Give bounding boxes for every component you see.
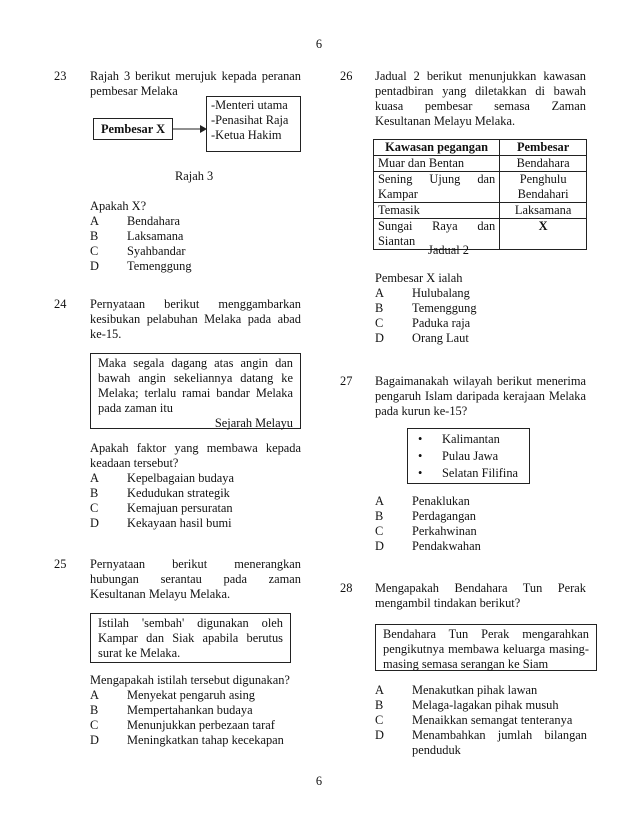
option-letter: D: [90, 516, 99, 530]
table-row: [374, 219, 587, 250]
role-item: -Penasihat Raja: [211, 113, 289, 127]
option-text: Paduka raja: [412, 316, 471, 330]
table-cell: Sungai Raya dan Siantan: [374, 219, 500, 250]
option-letter: A: [90, 471, 99, 485]
option-d[interactable]: [90, 733, 284, 748]
option-d[interactable]: [375, 539, 481, 554]
option-text: Syahbandar: [127, 244, 186, 258]
question-prompt: Apakah faktor yang membawa kepada keadaan tersebut?: [90, 441, 301, 470]
question-number: 26: [340, 69, 353, 83]
question-stem: Bagaimanakah wilayah berikut menerima pengaruh Islam daripada kerajaan Melaka pada kurun ke-15?: [375, 374, 586, 418]
option-text: Melaga-lagakan pihak musuh: [412, 698, 559, 712]
question-stem: Pernyataan berikut menggambarkan kesibukan pelabuhan Melaka pada abad ke-15.: [90, 297, 301, 341]
bullet-icon: •: [418, 432, 423, 446]
question-stem: Rajah 3 berikut merujuk kepada peranan pembesar Melaka: [90, 69, 301, 98]
table-header: Kawasan pegangan: [374, 140, 500, 156]
bullet-box: [407, 428, 530, 484]
jadual-2-table: [373, 139, 587, 250]
question-number: 25: [54, 557, 67, 571]
option-a[interactable]: [90, 471, 234, 486]
option-letter: C: [375, 316, 384, 330]
option-letter: D: [90, 733, 99, 747]
option-text: Perdagangan: [412, 509, 476, 523]
option-d[interactable]: [90, 259, 192, 274]
bullet-item: [412, 431, 525, 448]
option-c[interactable]: [90, 244, 192, 259]
option-letter: C: [375, 713, 384, 727]
option-c[interactable]: [375, 524, 481, 539]
option-d[interactable]: [375, 331, 477, 346]
option-a[interactable]: [375, 683, 590, 698]
option-text: Perkahwinan: [412, 524, 477, 538]
option-c[interactable]: [90, 718, 284, 733]
bullet-item: [412, 448, 525, 465]
option-letter: B: [90, 229, 99, 243]
option-b[interactable]: [375, 509, 481, 524]
option-letter: B: [375, 698, 384, 712]
quote-text: Maka segala dagang atas angin dan bawah angin sekeliannya datang ke Melaka; terlalu ramai bandar Melaka pada zaman itu: [98, 356, 293, 415]
page-number-top: 6: [315, 37, 323, 51]
roles-box: [206, 96, 301, 152]
option-text: Menunjukkan perbezaan taraf: [127, 718, 275, 732]
option-text: Menambahkan jumlah bilangan penduduk: [412, 728, 587, 757]
option-letter: C: [90, 244, 99, 258]
question-stem: Jadual 2 berikut menunjukkan kawasan pentadbiran yang diletakkan di bawah kuasa pembesar semasa Zaman Kesultanan Melayu Melaka.: [375, 69, 586, 128]
option-text: Kemajuan persuratan: [127, 501, 233, 515]
option-text: Menakutkan pihak lawan: [412, 683, 538, 697]
option-text: Bendahara: [127, 214, 180, 228]
option-c[interactable]: [90, 501, 234, 516]
option-text: Kedudukan strategik: [127, 486, 230, 500]
table-cell: X: [500, 219, 587, 250]
bullet-icon: •: [418, 466, 423, 480]
table-header-row: [374, 140, 587, 156]
table-cell: Muar dan Bentan: [374, 156, 500, 172]
question-number: 27: [340, 374, 353, 388]
question-stem: Pernyataan berikut menerangkan hubungan serantau pada zaman Kesultanan Melayu Melaka.: [90, 557, 301, 601]
option-text: Laksamana: [127, 229, 184, 243]
option-letter: B: [375, 301, 384, 315]
role-item: -Menteri utama: [211, 98, 288, 112]
option-letter: A: [375, 494, 384, 508]
table-cell: Temasik: [374, 203, 500, 219]
question-prompt: Mengapakah istilah tersebut digunakan?: [90, 673, 290, 687]
option-d[interactable]: [90, 516, 234, 531]
option-letter: D: [375, 728, 384, 742]
option-a[interactable]: [90, 214, 192, 229]
option-text: Kepelbagaian budaya: [127, 471, 234, 485]
option-text: Pendakwahan: [412, 539, 481, 553]
option-text: Meningkatkan tahap kecekapan: [127, 733, 284, 747]
table-cell: Laksamana: [500, 203, 587, 219]
option-letter: A: [90, 688, 99, 702]
quote-text: Bendahara Tun Perak mengarahkan pengikutnya membawa keluarga masing-masing semasa serangan ke Siam: [383, 627, 589, 671]
question-prompt: Pembesar X ialah: [375, 271, 463, 285]
quote-text: Istilah 'sembah' digunakan oleh Kampar dan Siak apabila berutus surat ke Melaka.: [98, 616, 283, 660]
page-number-bottom: 6: [315, 774, 323, 788]
option-c[interactable]: [375, 316, 477, 331]
options-list: [90, 471, 234, 531]
option-text: Menyekat pengaruh asing: [127, 688, 255, 702]
option-b[interactable]: [375, 698, 590, 713]
table-row: [374, 203, 587, 219]
option-a[interactable]: [375, 494, 481, 509]
bullet-item: [412, 465, 525, 482]
option-letter: B: [90, 486, 99, 500]
options-list: [375, 494, 481, 554]
bullet-icon: •: [418, 449, 423, 463]
option-a[interactable]: [375, 286, 477, 301]
question-prompt: Apakah X?: [90, 199, 147, 213]
table-row: [374, 172, 587, 203]
table-header: Pembesar: [500, 140, 587, 156]
options-list: [90, 688, 284, 748]
pembesar-x-box: Pembesar X: [93, 118, 173, 140]
question-number: 28: [340, 581, 353, 595]
option-text: Hulubalang: [412, 286, 470, 300]
option-letter: D: [375, 331, 384, 345]
option-letter: C: [90, 501, 99, 515]
options-list: [90, 214, 192, 274]
option-d[interactable]: [375, 728, 590, 758]
option-letter: B: [375, 509, 384, 523]
table-cell: Bendahara: [500, 156, 587, 172]
quote-source: Sejarah Melayu: [214, 416, 293, 430]
option-c[interactable]: [375, 713, 590, 728]
table-row: [374, 156, 587, 172]
question-stem: Mengapakah Bendahara Tun Perak mengambil tindakan berikut?: [375, 581, 586, 610]
option-b[interactable]: [90, 229, 192, 244]
option-letter: A: [90, 214, 99, 228]
option-text: Penaklukan: [412, 494, 470, 508]
quote-box: [375, 624, 597, 671]
option-a[interactable]: [90, 688, 284, 703]
option-text: Temenggung: [127, 259, 192, 273]
option-text: Menaikkan semangat tenteranya: [412, 713, 573, 727]
quote-box: [90, 613, 291, 663]
bullet-text: Selatan Filifina: [442, 466, 519, 480]
option-b[interactable]: [375, 301, 477, 316]
bullet-text: Kalimantan: [442, 432, 500, 446]
option-letter: C: [375, 524, 384, 538]
option-text: Mempertahankan budaya: [127, 703, 253, 717]
table-cell: Sening Ujung dan Kampar: [374, 172, 500, 203]
option-letter: A: [375, 286, 384, 300]
bullet-text: Pulau Jawa: [442, 449, 499, 463]
quote-box: [90, 353, 301, 429]
option-b[interactable]: [90, 486, 234, 501]
option-b[interactable]: [90, 703, 284, 718]
diagram-caption: Rajah 3: [175, 169, 214, 183]
role-item: -Ketua Hakim: [211, 128, 282, 142]
option-letter: B: [90, 703, 99, 717]
option-letter: A: [375, 683, 384, 697]
options-list: [375, 683, 590, 758]
option-letter: C: [90, 718, 99, 732]
question-number: 24: [54, 297, 67, 311]
option-letter: D: [375, 539, 384, 553]
option-text: Temenggung: [412, 301, 477, 315]
options-list: [375, 286, 477, 346]
table-cell: Penghulu Bendahari: [500, 172, 587, 203]
option-text: Orang Laut: [412, 331, 469, 345]
table-caption: Jadual 2: [428, 243, 469, 257]
arrow-right-icon: [173, 122, 207, 136]
option-letter: D: [90, 259, 99, 273]
question-number: 23: [54, 69, 67, 83]
option-text: Kekayaan hasil bumi: [127, 516, 232, 530]
